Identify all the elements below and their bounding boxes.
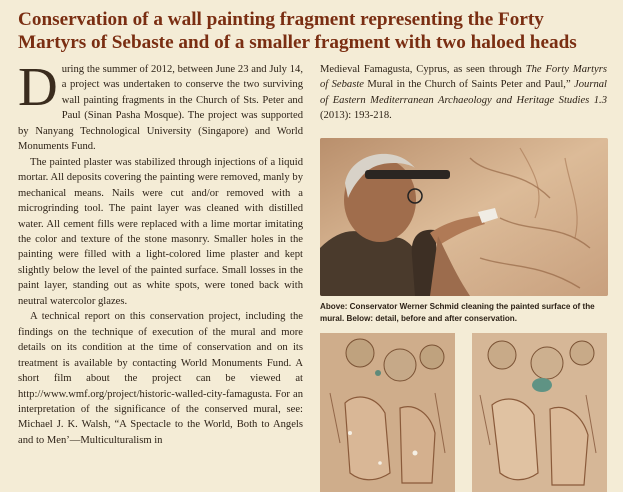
drop-cap: D <box>18 56 58 117</box>
paragraph-1 <box>18 56 303 155</box>
left-column <box>18 56 303 448</box>
detail-after-illustration <box>472 333 607 492</box>
conservator-photo <box>320 138 608 296</box>
paragraph-2: The painted plaster was stabilized through injections of a liquid mortar. All deposits covering the painting were removed, manly by mechanical means. Nails were cut and/or removed with a microgrinding tool. The paint layer was cleaned with distilled water. All cement fills were replaced with a lime mortar imitating the color and texture of the stone masonry. Smaller holes in the painting were filled with a light-colored lime plaster and kept slightly below the level of the painted surface. Small losses in the paint layer, standing out as white spots, were toned back with neutral watercolor glazes. <box>18 156 303 307</box>
detail-before-image <box>320 333 455 492</box>
photo-caption: Above: Conservator Werner Schmid cleaning the painted surface of the mural. Below: detail, before and after conservation. <box>320 302 595 323</box>
article-title: Conservation of a wall painting fragment representing the Forty Martyrs of Sebaste and of a smaller fragment with two haloed heads <box>18 9 577 53</box>
conservator-illustration <box>320 138 608 296</box>
paragraph-continuation: Medieval Famagusta, Cyprus, as seen through The Forty Martyrs of Sebaste Mural in the Church of Saints Peter and Paul,” Journal of Eastern Mediterranean Archaeology and Heritage Studies 1.3 (2013): 193-218. <box>320 64 608 122</box>
right-column <box>320 62 607 124</box>
paragraph-3: A technical report on this conservation project, including the findings on the technique of execution of the mural and more details on its condition at the time of conservation and on its treatment is available by contacting World Monuments Fund. A short film about the project can be viewed at http://www.wmf.org/project/historic-walled-city-famagusta. For an interpretation of the significance of the conserved mural, see: Michael J. K. Walsh, “A Spectacle to the World, Both to Angels and to Men’—Multiculturalism in <box>18 311 303 446</box>
detail-before-illustration <box>320 333 455 492</box>
journal-title: Journal of Eastern Mediterranean Archaeology and Heritage Studies 1.3 <box>320 79 607 106</box>
paragraph-1-text: uring the summer of 2012, between June 23 and July 14, a project was undertaken to conserve the two surviving wall painting fragments in the Church of Sts. Peter and Paul (Sinan Pasha Mosque). The project was supported by Nanyang Technological University (Singapore) and World Monuments Fund. <box>18 64 303 153</box>
detail-after-image <box>472 333 607 492</box>
mural-title: The Forty Martyrs of Sebaste <box>320 64 608 91</box>
